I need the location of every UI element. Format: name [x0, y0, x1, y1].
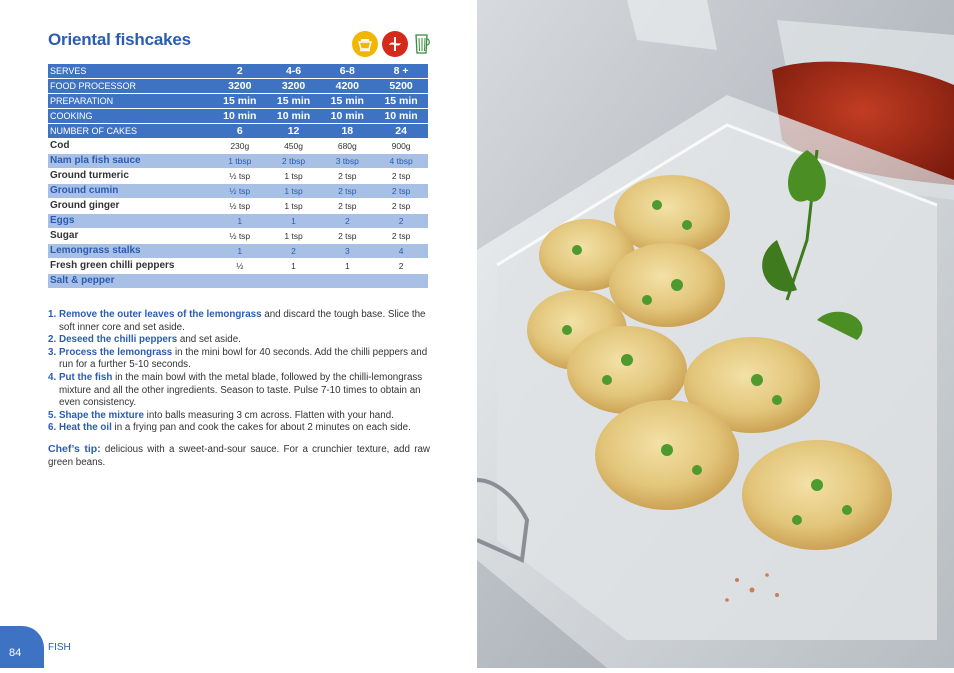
ingredient-amount: 2: [267, 244, 321, 258]
ingredient-amount: 3: [320, 244, 374, 258]
ingredient-amount: 1: [213, 214, 267, 228]
method-step: [48, 410, 430, 423]
ingredient-amount: 2 tsp: [320, 184, 374, 198]
method-step: [48, 309, 430, 334]
ingredient-amount: 1 tsp: [267, 184, 321, 198]
row-value: 4-6: [267, 64, 321, 78]
recipe-page: [0, 0, 477, 668]
ingredient-name: Nam pla fish sauce: [48, 154, 213, 168]
row-value: 10 min: [320, 109, 374, 123]
recipe-table: [48, 63, 428, 289]
ingredient-amount: 2 tsp: [338, 171, 357, 181]
jug-icon: [412, 31, 432, 57]
ingredient-amount: 2 tsp: [391, 171, 411, 181]
table-header-row: [48, 64, 428, 78]
step-text: and set aside.: [177, 334, 241, 346]
row-value: 8 +: [374, 64, 428, 78]
row-value: 3200: [267, 79, 321, 93]
ingredient-row: [48, 274, 428, 288]
row-value: 15 min: [267, 94, 321, 108]
row-value: 2: [213, 64, 267, 78]
row-value: 15 min: [374, 94, 428, 108]
method-step: [48, 347, 430, 372]
ingredient-row: [48, 199, 428, 213]
ingredient-amount: 2: [320, 214, 374, 228]
step-action: Shape the mixture: [59, 409, 144, 421]
ingredient-amount: 4 tbsp: [374, 154, 428, 168]
step-text: in the main bowl with the metal blade, followed by the chilli-lemongrass mixture and all the other ingredients. Season to taste. Pulse 7-10 times to obtain an even consistency.: [59, 371, 423, 409]
row-value: 10 min: [213, 109, 267, 123]
tip-label: Chef’s tip:: [48, 443, 101, 455]
ingredient-name: Ground turmeric: [50, 170, 129, 181]
row-label: COOKING: [48, 109, 213, 123]
mini-bowl-icon: [352, 31, 378, 57]
step-text: in the mini bowl for 40 seconds. Add the chilli peppers and run for a further 5-10 seconds.: [59, 346, 428, 371]
row-label: SERVES: [48, 64, 213, 78]
section-label: FISH: [48, 642, 71, 653]
appliance-icons: [352, 31, 432, 57]
table-header-row: [48, 79, 428, 93]
ingredient-amount: 2 tsp: [374, 184, 428, 198]
ingredient-amount: 4: [374, 244, 428, 258]
ingredient-amount: 1 tsp: [284, 201, 303, 211]
ingredient-name: Eggs: [48, 214, 213, 228]
ingredient-amount: ½ tsp: [229, 201, 251, 211]
step-action: Heat the oil: [59, 422, 112, 434]
step-action: Process the lemongrass: [59, 346, 173, 358]
ingredient-row: [48, 169, 428, 183]
step-text: into balls measuring 3 cm across. Flatten with your hand.: [143, 409, 394, 421]
row-label: NUMBER OF CAKES: [48, 124, 213, 138]
ingredient-amount: 2 tbsp: [267, 154, 321, 168]
table-header-row: [48, 94, 428, 108]
ingredient-amount: [374, 274, 428, 288]
ingredient-amount: 2 tsp: [391, 231, 411, 241]
ingredient-amount: 230g: [230, 141, 250, 151]
ingredient-amount: 1: [267, 214, 321, 228]
step-action: Deseed the chilli peppers: [59, 334, 178, 346]
chopping-blade-icon: [382, 31, 408, 57]
row-value: 18: [320, 124, 374, 138]
row-value: 4200: [320, 79, 374, 93]
method-steps: [48, 309, 430, 435]
ingredient-name: Cod: [50, 140, 70, 151]
ingredient-row: [48, 259, 428, 273]
row-value: 5200: [374, 79, 428, 93]
row-value: 6-8: [320, 64, 374, 78]
ingredient-amount: 1 tsp: [284, 231, 303, 241]
ingredient-amount: 1: [291, 261, 296, 271]
step-action: Remove the outer leaves of the lemongrass: [59, 309, 262, 320]
page-title: Oriental fishcakes: [48, 30, 191, 49]
tip-text: delicious with a sweet-and-sour sauce. For a crunchier texture, add raw green beans.: [48, 444, 430, 468]
step-number: 1.: [48, 309, 57, 320]
ingredient-name: Fresh green chilli peppers: [50, 260, 175, 271]
ingredient-row: [48, 229, 428, 243]
ingredient-name: Lemongrass stalks: [48, 244, 213, 258]
ingredient-row: [48, 139, 428, 153]
row-value: 10 min: [267, 109, 321, 123]
step-number: 4.: [48, 371, 57, 383]
step-number: 6.: [48, 422, 57, 434]
ingredient-amount: 2: [398, 261, 404, 271]
page-number-tab: [0, 626, 44, 668]
ingredient-name: Ground cumin: [48, 184, 213, 198]
method-step: [48, 334, 430, 347]
fishcakes-photo: [477, 0, 954, 668]
ingredient-amount: ½ tsp: [229, 231, 251, 241]
chefs-tip: [48, 443, 430, 469]
method-step: [48, 422, 430, 435]
row-value: 12: [267, 124, 321, 138]
row-value: 15 min: [213, 94, 267, 108]
ingredient-name: Salt & pepper: [48, 274, 213, 288]
ingredient-row: [48, 154, 428, 168]
ingredient-amount: 450g: [284, 141, 303, 151]
table-header-row: [48, 124, 428, 138]
ingredient-amount: 3 tbsp: [320, 154, 374, 168]
ingredient-amount: ½ tsp: [213, 184, 267, 198]
ingredient-amount: [213, 274, 267, 288]
ingredient-amount: 1: [213, 244, 267, 258]
step-action: Put the fish: [59, 371, 113, 383]
ingredient-amount: 2 tsp: [338, 201, 357, 211]
ingredient-row: [48, 244, 428, 258]
ingredient-amount: [320, 274, 374, 288]
row-label: FOOD PROCESSOR: [48, 79, 213, 93]
row-value: 10 min: [374, 109, 428, 123]
page-number: 84: [9, 647, 22, 659]
ingredient-amount: 1 tbsp: [213, 154, 267, 168]
step-number: 3.: [48, 346, 57, 358]
ingredient-amount: ½ tsp: [229, 171, 251, 181]
step-number: 5.: [48, 409, 57, 421]
method-step: [48, 372, 430, 410]
step-number: 2.: [48, 334, 57, 346]
ingredient-amount: 2 tsp: [391, 201, 411, 211]
row-value: 3200: [213, 79, 267, 93]
ingredient-amount: 1 tsp: [284, 171, 303, 181]
step-text: and discard the tough base. Slice the soft inner core and set aside.: [59, 309, 426, 333]
row-label: PREPARATION: [48, 94, 213, 108]
ingredient-amount: 900g: [391, 141, 411, 151]
row-value: 6: [213, 124, 267, 138]
ingredient-name: Ground ginger: [50, 200, 120, 211]
ingredient-row: [48, 184, 428, 198]
row-value: 15 min: [320, 94, 374, 108]
table-header-row: [48, 109, 428, 123]
ingredient-amount: 1: [344, 261, 350, 271]
ingredient-amount: 680g: [337, 141, 357, 151]
ingredient-amount: ½: [236, 261, 244, 271]
ingredient-amount: 2: [374, 214, 428, 228]
ingredient-amount: [267, 274, 321, 288]
ingredient-amount: 2 tsp: [338, 231, 357, 241]
row-value: 24: [374, 124, 428, 138]
ingredient-row: [48, 214, 428, 228]
step-text: in a frying pan and cook the cakes for about 2 minutes on each side.: [111, 422, 411, 434]
ingredient-name: Sugar: [50, 230, 79, 241]
